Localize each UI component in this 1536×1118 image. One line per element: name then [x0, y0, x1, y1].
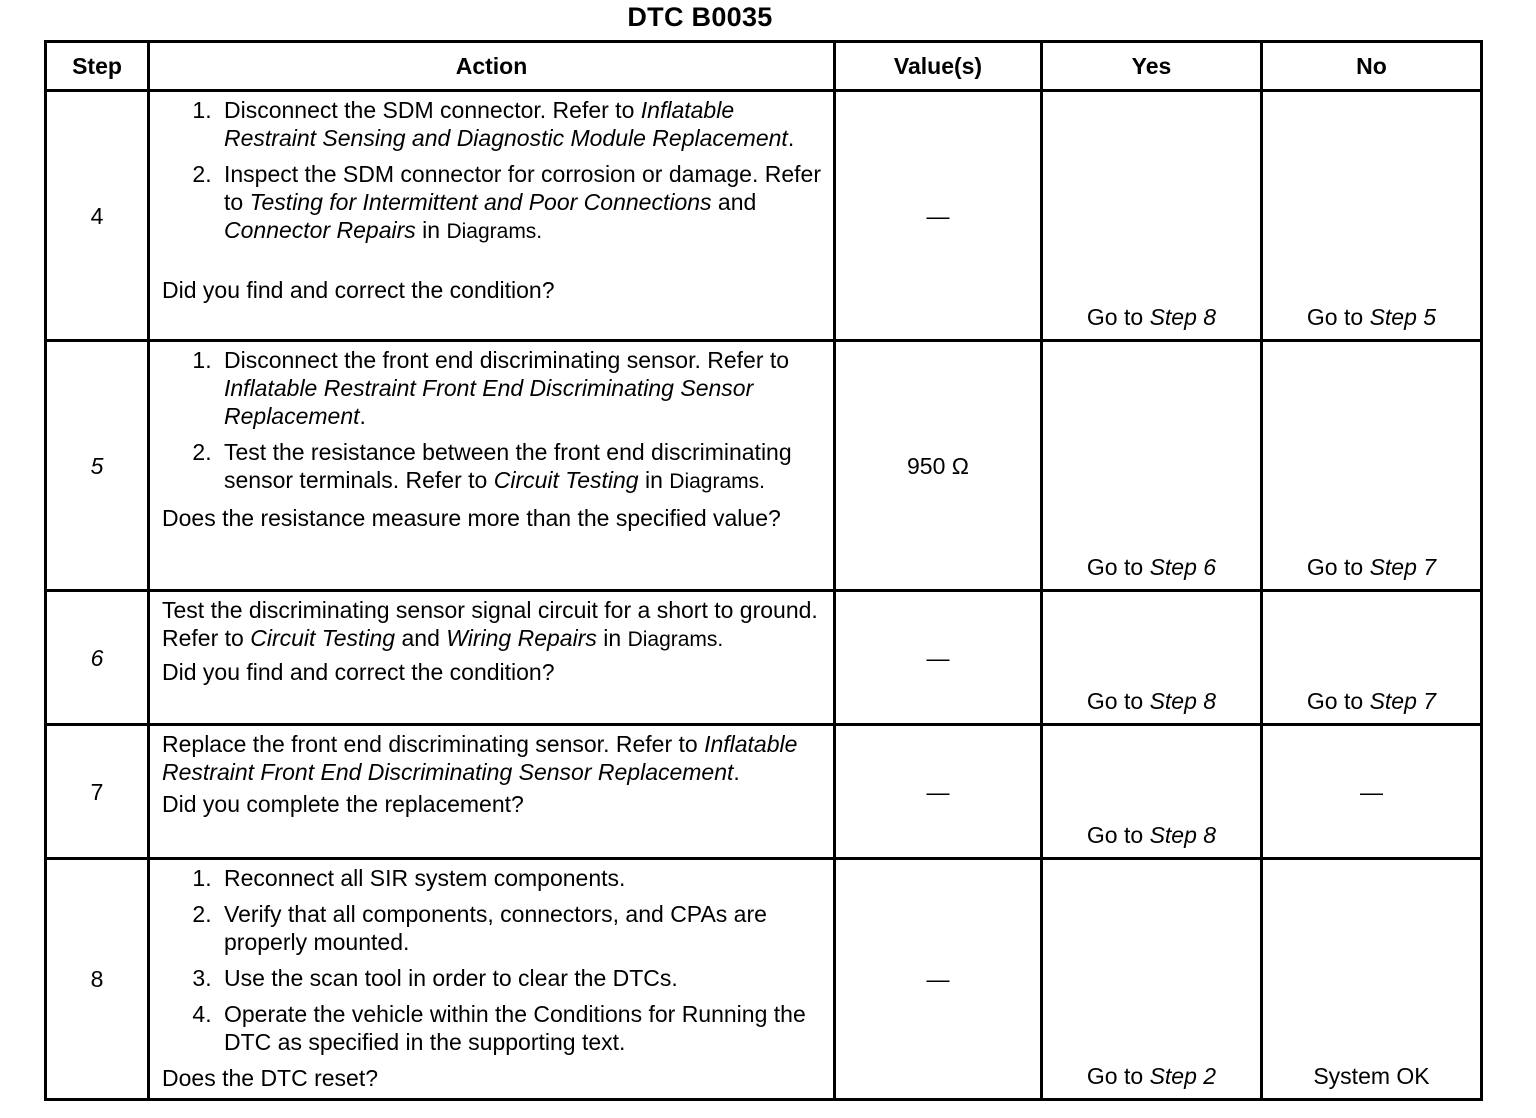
- action-list: [162, 96, 823, 246]
- question: Did you find and correct the condition?: [162, 659, 555, 685]
- list-item: 1. Disconnect the front end discriminating sensor. Refer to Inflatable Restraint Front End Discriminating Sensor Replacement.: [218, 346, 823, 430]
- yes-cell: Go to Step 6: [1042, 341, 1262, 591]
- step-number: 5: [46, 341, 149, 591]
- action-cell: [149, 91, 835, 341]
- table-row-step-7: [46, 725, 1482, 859]
- header-no: No: [1262, 42, 1482, 91]
- yes-cell: Go to Step 2: [1042, 859, 1262, 1100]
- action-list: [162, 864, 823, 1056]
- action-list: [162, 346, 823, 496]
- action-cell: [149, 591, 835, 725]
- list-item: 4. Operate the vehicle within the Conditions for Running the DTC as specified in the supporting text.: [218, 1000, 823, 1056]
- list-item: 2. Inspect the SDM connector for corrosion or damage. Refer to Testing for Intermittent and Poor Connections and Connector Repairs in Diagrams.: [218, 160, 823, 246]
- list-item: 1. Disconnect the SDM connector. Refer to Inflatable Restraint Sensing and Diagnostic Module Replacement.: [218, 96, 823, 152]
- table-row-step-6: [46, 591, 1482, 725]
- value-cell: —: [835, 91, 1042, 341]
- action-paragraph: Test the discriminating sensor signal circuit for a short to ground. Refer to Circuit Testing and Wiring Repairs in Diagrams.: [162, 597, 818, 651]
- yes-cell: Go to Step 8: [1042, 725, 1262, 859]
- header-row: [46, 42, 1482, 91]
- header-yes: Yes: [1042, 42, 1262, 91]
- value-cell: —: [835, 859, 1042, 1100]
- yes-cell: Go to Step 8: [1042, 91, 1262, 341]
- yes-cell: Go to Step 8: [1042, 591, 1262, 725]
- no-cell: —: [1262, 725, 1482, 859]
- diagnostic-table: [44, 40, 1483, 1101]
- list-item: 3. Use the scan tool in order to clear the DTCs.: [218, 964, 823, 992]
- action-cell: [149, 725, 835, 859]
- question: Did you complete the replacement?: [162, 791, 524, 817]
- list-item: 2. Test the resistance between the front end discriminating sensor terminals. Refer to Circuit Testing in Diagrams.: [218, 438, 823, 496]
- action-cell: [149, 859, 835, 1100]
- question: Does the DTC reset?: [162, 1065, 379, 1091]
- action-paragraph: Replace the front end discriminating sensor. Refer to Inflatable Restraint Front End Discriminating Sensor Replacement.: [162, 731, 798, 785]
- step-number: 6: [46, 591, 149, 725]
- value-cell: 950 Ω: [835, 341, 1042, 591]
- no-cell: Go to Step 5: [1262, 91, 1482, 341]
- value-cell: —: [835, 591, 1042, 725]
- action-cell: [149, 341, 835, 591]
- step-number: 8: [46, 859, 149, 1100]
- list-item: 1. Reconnect all SIR system components.: [218, 864, 823, 892]
- question: Did you find and correct the condition?: [162, 277, 555, 303]
- value-cell: —: [835, 725, 1042, 859]
- table-row-step-4: [46, 91, 1482, 341]
- question: Does the resistance measure more than the specified value?: [162, 505, 781, 531]
- no-cell: Go to Step 7: [1262, 591, 1482, 725]
- list-item: 2. Verify that all components, connectors, and CPAs are properly mounted.: [218, 900, 823, 956]
- header-values: Value(s): [835, 42, 1042, 91]
- table-row-step-5: [46, 341, 1482, 591]
- step-number: 4: [46, 91, 149, 341]
- page-title: DTC B0035: [627, 2, 773, 32]
- no-cell: System OK: [1262, 859, 1482, 1100]
- step-number: 7: [46, 725, 149, 859]
- table-row-step-8: [46, 859, 1482, 1100]
- header-step: Step: [46, 42, 149, 91]
- no-cell: Go to Step 7: [1262, 341, 1482, 591]
- header-action: Action: [149, 42, 835, 91]
